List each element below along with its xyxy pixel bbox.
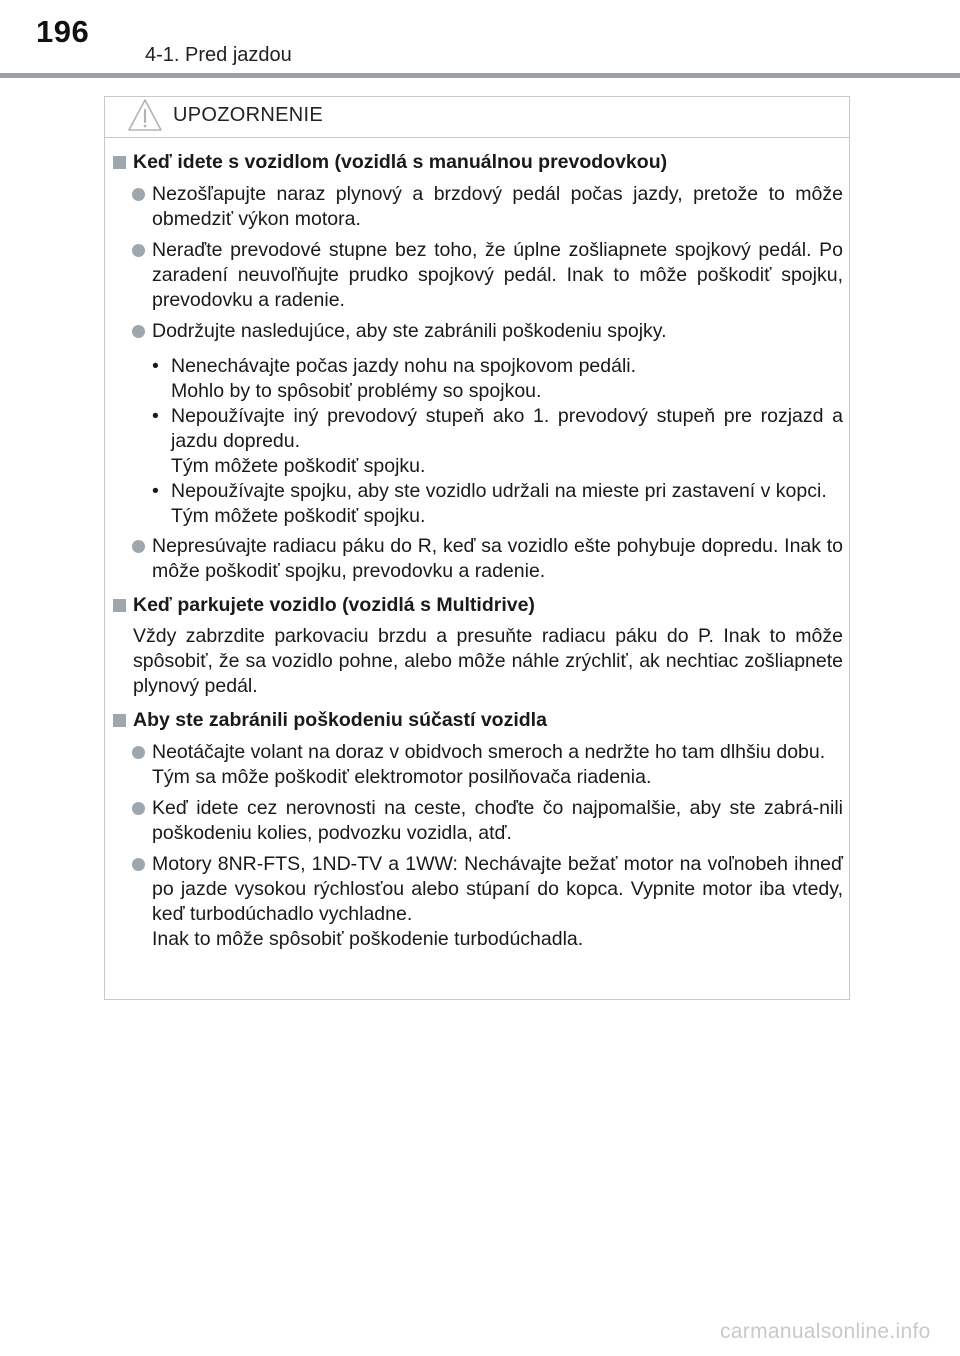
square-bullet-icon xyxy=(113,599,126,612)
sub-list-item-note: Mohlo by to spôsobiť problémy so spojkou. xyxy=(171,380,542,402)
list-item-text: Nezošľapujte naraz plynový a brzdový pedál počas jazdy, pretože to môže obmedziť výkon motora. xyxy=(152,183,843,230)
warning-title: UPOZORNENIE xyxy=(173,104,323,126)
section-heading xyxy=(113,149,843,176)
circle-bullet-icon xyxy=(132,188,145,201)
section-heading xyxy=(113,707,843,734)
square-bullet-icon xyxy=(113,156,126,169)
circle-bullet-icon xyxy=(132,540,145,553)
warning-header xyxy=(105,97,849,138)
list-item-text: Motory 8NR-FTS, 1ND-TV a 1WW: Nechávajte bežať motor na voľnobeh ihneď po jazde vysokou rýchlosťou alebo stúpaní do kopca. Vypnite motor iba vtedy, keď turbodúchadlo vychladne. xyxy=(152,853,843,925)
list-item xyxy=(113,534,843,584)
section-heading-text: Keď idete s vozidlom (vozidlá s manuálnou prevodovkou) xyxy=(133,151,668,173)
list-item-text: Neraďte prevodové stupne bez toho, že úplne zošliapnete spojkový pedál. Po zaradení neuvoľňujte prudko spojkový pedál. Inak to môže poškodiť spojku, prevodovku a radenie. xyxy=(152,239,843,311)
list-item-note: Tým sa môže poškodiť elektromotor posilňovača riadenia. xyxy=(152,766,652,788)
circle-bullet-icon xyxy=(132,325,145,338)
section-heading-text: Aby ste zabránili poškodeniu súčastí vozidla xyxy=(133,709,547,731)
page-number: 196 xyxy=(36,14,90,49)
section-component-damage xyxy=(113,707,843,952)
list-item-note: Inak to môže spôsobiť poškodenie turbodúchadla. xyxy=(152,928,584,950)
square-bullet-icon xyxy=(113,714,126,727)
list-item-text: Dodržujte nasledujúce, aby ste zabránili poškodeniu spojky. xyxy=(152,320,667,342)
sub-list-item-text: Nepoužívajte spojku, aby ste vozidlo udržali na mieste pri zastavení v kopci. xyxy=(171,480,827,502)
list-item xyxy=(113,796,843,846)
watermark: carmanualsonline.info xyxy=(720,1320,931,1343)
sub-list-item xyxy=(113,479,843,529)
section-heading xyxy=(113,592,843,619)
list-item xyxy=(113,740,843,790)
list-item xyxy=(113,319,843,344)
circle-bullet-icon xyxy=(132,802,145,815)
warning-triangle-icon xyxy=(127,97,163,133)
sub-list-item xyxy=(113,404,843,479)
list-item-text: Keď idete cez nerovnosti na ceste, choďte čo najpomalšie, aby ste zabrá-nili poškodeniu kolies, podvozku vozidla, atď. xyxy=(152,797,843,844)
sub-list-item xyxy=(113,354,843,404)
list-item-text: Nepresúvajte radiacu páku do R, keď sa vozidlo ešte pohybuje dopredu. Inak to môže poškodiť spojku, prevodovku a radenie. xyxy=(152,535,843,582)
circle-bullet-icon xyxy=(132,746,145,759)
list-item-text: Neotáčajte volant na doraz v obidvoch smeroch a nedržte ho tam dlhšiu dobu. xyxy=(152,741,826,763)
list-item xyxy=(113,238,843,313)
list-item xyxy=(113,182,843,232)
circle-bullet-icon xyxy=(132,858,145,871)
sub-list-item-text: Nenechávajte počas jazdy nohu na spojkovom pedáli. xyxy=(171,355,637,377)
section-manual-transmission xyxy=(113,149,843,584)
section-heading-text: Keď parkujete vozidlo (vozidlá s Multidrive) xyxy=(133,594,535,616)
section-title: 4-1. Pred jazdou xyxy=(145,44,292,66)
sub-list-item-note: Tým môžete poškodiť spojku. xyxy=(171,455,426,477)
page-header xyxy=(0,0,960,80)
circle-bullet-icon xyxy=(132,244,145,257)
sub-bullet-marker: • xyxy=(152,480,159,502)
sub-list-item-text: Nepoužívajte iný prevodový stupeň ako 1. prevodový stupeň pre rozjazd a jazdu dopredu. xyxy=(171,405,843,452)
warning-content xyxy=(105,149,851,958)
sub-bullet-marker: • xyxy=(152,405,159,427)
section-paragraph: Vždy zabrzdite parkovaciu brzdu a presuňte radiacu páku do P. Inak to môže spôsobiť, že sa vozidlo pohne, alebo môže náhle zrýchliť, ak nechtiac zošliapnete plynový pedál. xyxy=(133,625,843,697)
section-parking-multidrive xyxy=(113,592,843,699)
sub-bullet-marker: • xyxy=(152,355,159,377)
warning-box xyxy=(104,96,850,1000)
header-rule xyxy=(0,73,960,78)
sub-list-item-note: Tým môžete poškodiť spojku. xyxy=(171,505,426,527)
list-item xyxy=(113,852,843,952)
